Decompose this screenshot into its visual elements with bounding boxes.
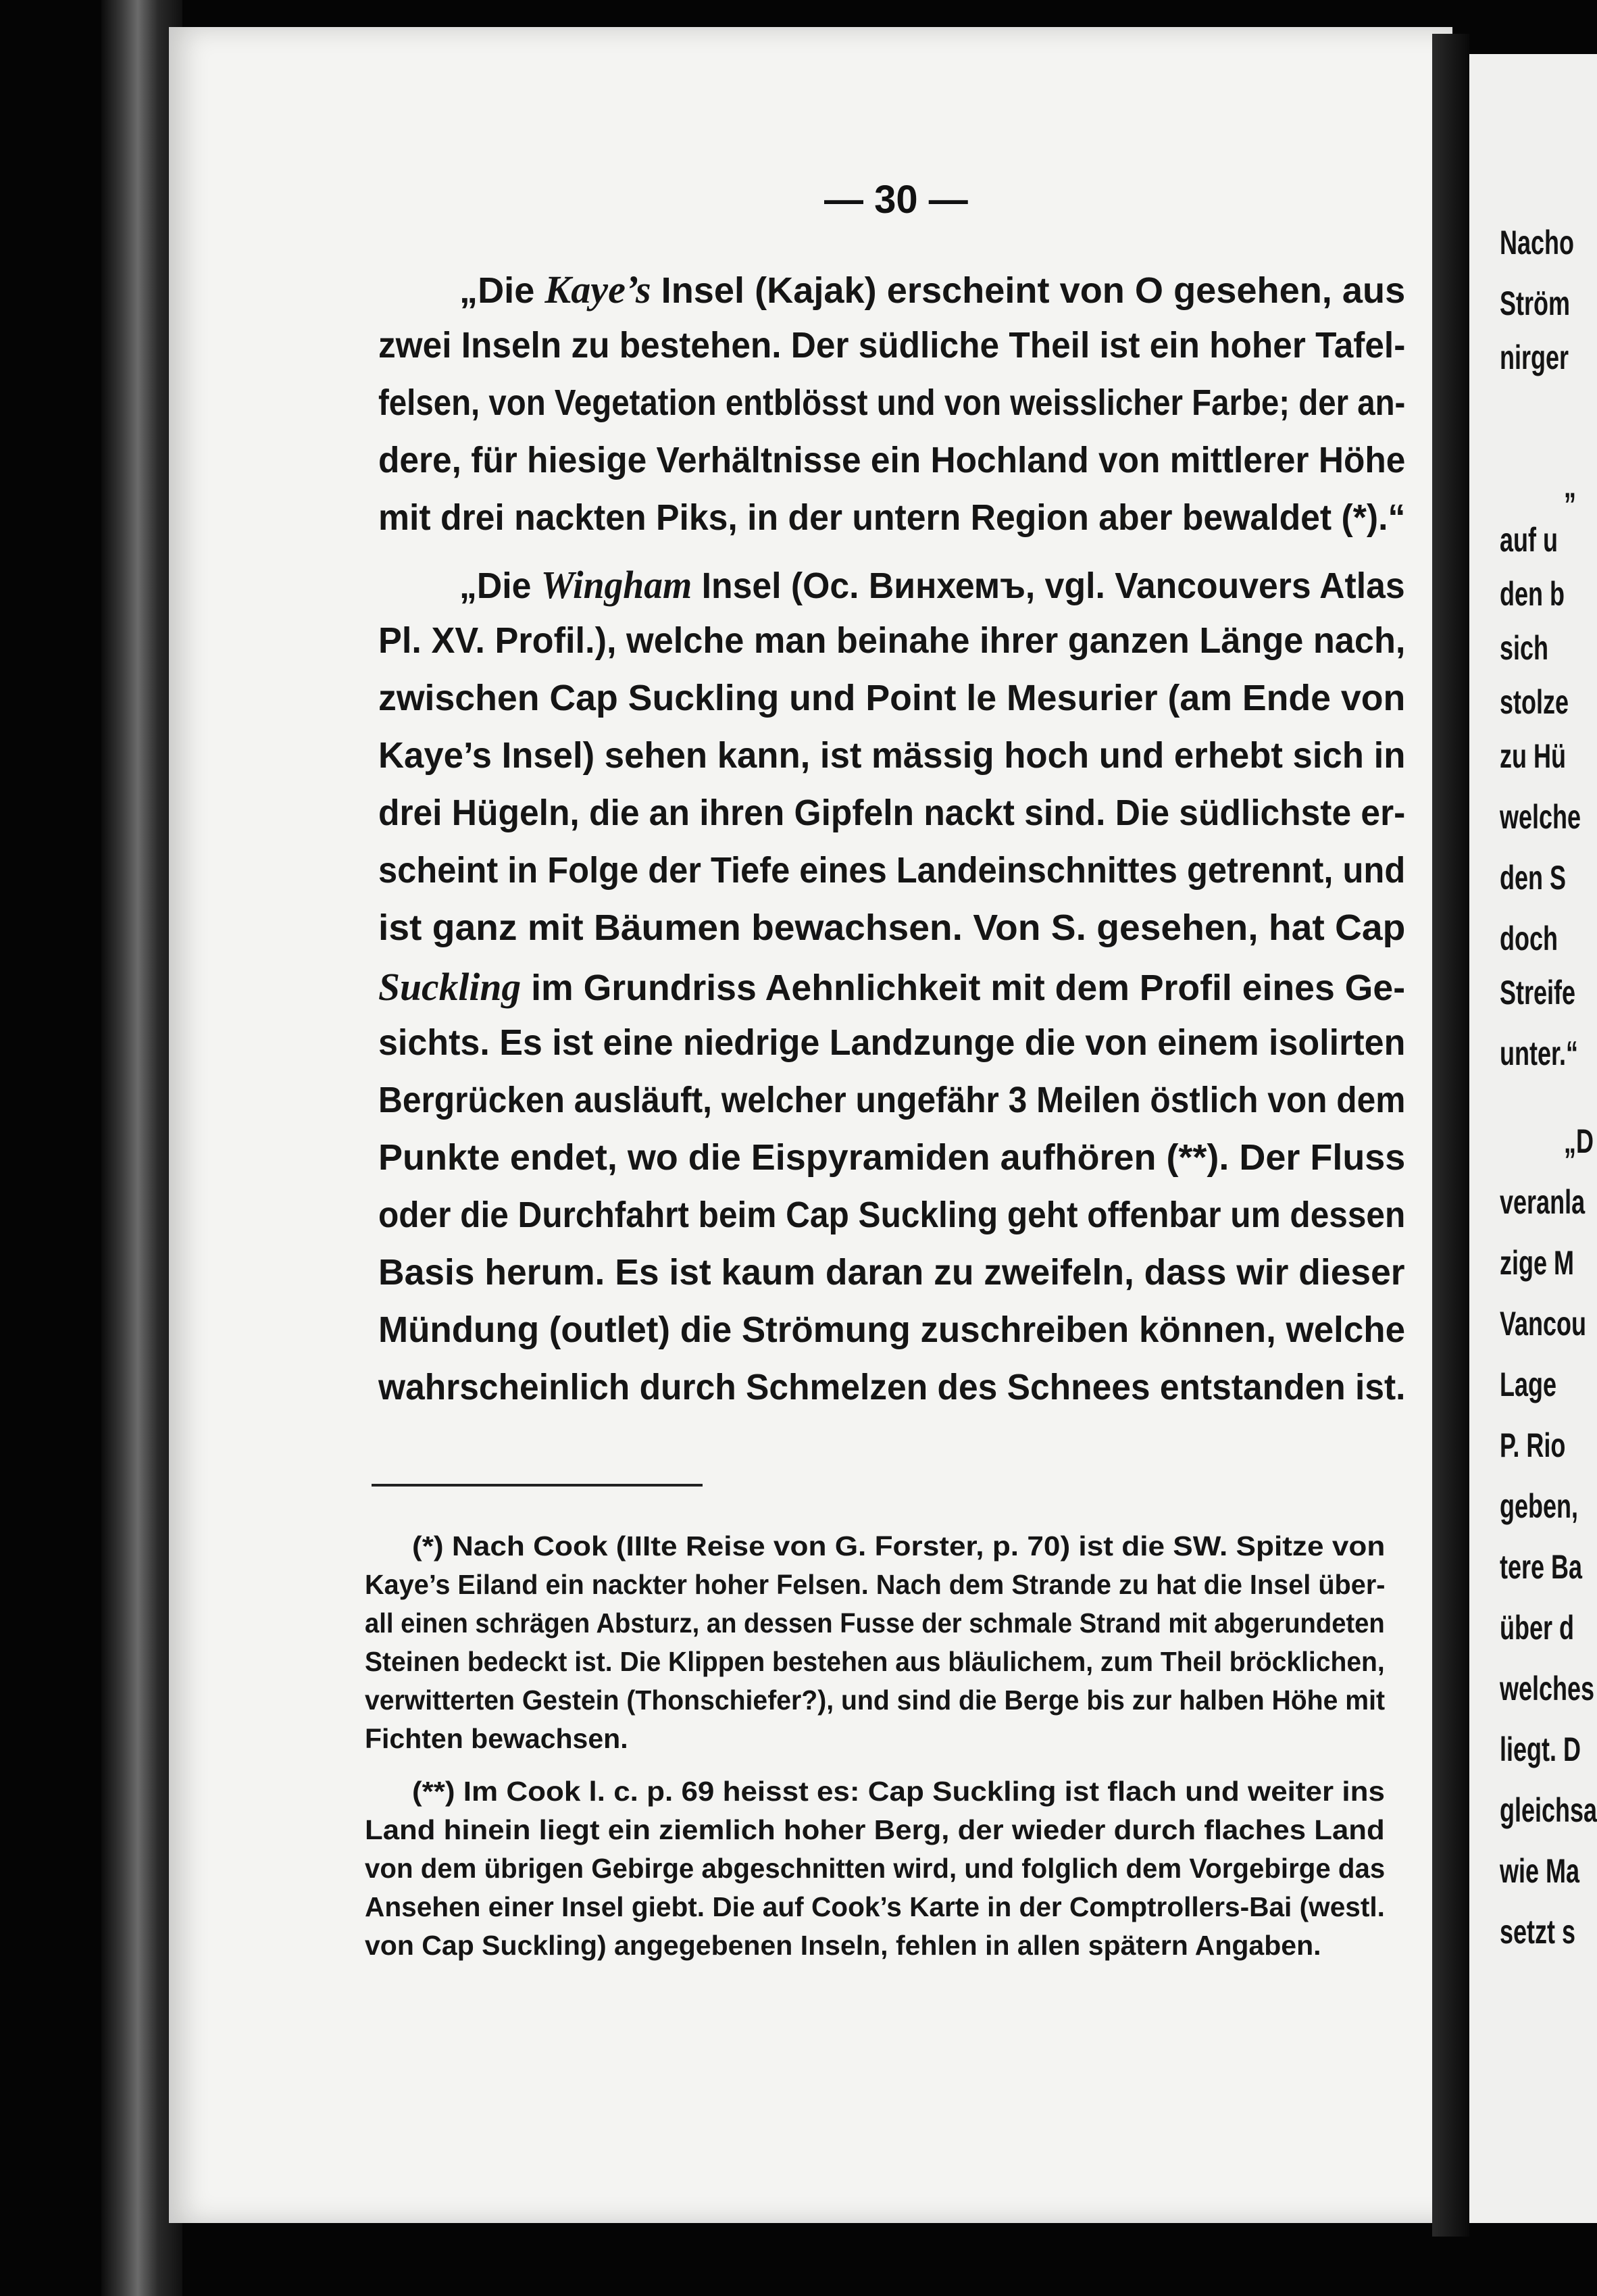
text-segment: Basis herum. Es ist kaum daran zu zweifeln, dass wir dieser [378, 1252, 1405, 1293]
facing-page-fragment: den S [1500, 859, 1567, 897]
facing-page-fragment: veranla [1500, 1183, 1586, 1221]
facing-page-fragment: welche [1500, 798, 1581, 836]
text-segment: Mündung (outlet) die Strömung zuschreiben können, welche [378, 1309, 1406, 1350]
facing-page-fragment: den b [1500, 575, 1565, 613]
text-line [378, 497, 1405, 539]
footnote-line: all einen schrägen Absturz, an dessen Fusse der schmale Strand mit abgerundeten [365, 1607, 1385, 1639]
text-segment: Insel (Kajak) erscheint von O gesehen, aus [651, 270, 1406, 311]
facing-page-fragment: zige M [1500, 1244, 1575, 1282]
facing-page-fragment: stolze [1500, 683, 1569, 721]
text-line [378, 792, 1405, 834]
text-line [378, 324, 1405, 366]
footnote-line: von dem übrigen Gebirge abgeschnitten wird, und folglich dem Vorgebirge das [365, 1853, 1386, 1884]
text-line [378, 1251, 1405, 1293]
emphasized-name: Kaye’s [544, 268, 651, 311]
text-segment: Punkte endet, wo die Eispyramiden aufhören (**). Der Fluss [378, 1137, 1406, 1178]
facing-page-fragment: sich [1500, 629, 1549, 667]
text-line [378, 620, 1405, 662]
facing-page-fragment: Ström [1500, 284, 1571, 322]
text-line [459, 267, 1405, 312]
text-segment: oder die Durchfahrt beim Cap Suckling geht offenbar um dessen [378, 1195, 1406, 1235]
text-segment: im Grundriss Aehnlichkeit mit dem Profil eines Ge- [521, 968, 1406, 1008]
text-segment: wahrscheinlich durch Schmelzen des Schnees entstanden ist. [378, 1367, 1406, 1407]
text-segment: felsen, von Vegetation entblösst und von weisslicher Farbe; der an- [378, 382, 1406, 423]
text-segment: Bergrücken ausläuft, welcher ungefähr 3 Meilen östlich von dem [378, 1080, 1406, 1120]
text-segment: Pl. XV. Profil.), welche man beinahe ihrer ganzen Länge nach, [378, 620, 1406, 661]
facing-page-fragment: auf u [1500, 521, 1558, 559]
text-line [378, 1137, 1405, 1178]
facing-page-fragment: gleichsa [1500, 1791, 1597, 1829]
page-number: — 30 — [824, 178, 968, 222]
footnote-line: verwitterten Gestein (Thonschiefer?), und sind die Berge bis zur halben Höhe mit [365, 1684, 1386, 1716]
facing-page-fragment: P. Rio [1500, 1426, 1566, 1464]
facing-page-fragment: „ [1564, 467, 1576, 505]
facing-page [1469, 54, 1597, 2223]
text-segment: „Die [459, 566, 541, 606]
facing-page-fragment: Vancou [1500, 1305, 1587, 1343]
facing-page-fragment: nirger [1500, 339, 1569, 376]
facing-page-fragment: über d [1500, 1609, 1575, 1647]
facing-page-fragment: unter.“ [1500, 1034, 1579, 1072]
facing-page-fragment: Lage [1500, 1366, 1557, 1403]
text-line [459, 562, 1405, 607]
text-line [378, 1366, 1405, 1408]
facing-page-fragment: wie Ma [1500, 1852, 1580, 1890]
text-segment: zwischen Cap Suckling und Point le Mesurier (am Ende von [378, 678, 1406, 718]
text-line [378, 1194, 1405, 1236]
facing-page-fragment: liegt. D [1500, 1730, 1581, 1768]
text-line [378, 1079, 1405, 1121]
facing-page-fragment: setzt s [1500, 1913, 1576, 1951]
footnote-line: Ansehen einer Insel giebt. Die auf Cook’s Karte in der Comptrollers-Bai (westl. [365, 1891, 1385, 1922]
text-line [378, 677, 1405, 719]
text-segment: scheint in Folge der Tiefe eines Landeinschnittes getrennt, und [378, 850, 1406, 891]
text-segment: ist ganz mit Bäumen bewachsen. Von S. gesehen, hat Cap [378, 907, 1406, 948]
emphasized-name: Suckling [378, 965, 522, 1009]
text-line [378, 849, 1405, 891]
text-line [378, 964, 1405, 1009]
text-line [378, 734, 1405, 776]
text-line [378, 907, 1405, 949]
footnote-line: Fichten bewachsen. [365, 1723, 628, 1754]
emphasized-name: Wingham [540, 563, 692, 607]
text-segment: mit drei nackten Piks, in der untern Region aber bewaldet (*).“ [378, 497, 1406, 538]
facing-page-fragment: Nacho [1500, 224, 1575, 261]
text-line [378, 1309, 1405, 1351]
footnote-line: von Cap Suckling) angegebenen Inseln, fehlen in allen spätern Angaben. [365, 1930, 1321, 1961]
text-segment: zwei Inseln zu bestehen. Der südliche Theil ist ein hoher Tafel- [378, 325, 1406, 366]
facing-page-fragment: welches [1500, 1670, 1595, 1707]
text-segment: Kaye’s Insel) sehen kann, ist mässig hoch und erhebt sich in [378, 735, 1406, 776]
text-line [378, 1022, 1405, 1064]
facing-page-fragment: geben, [1500, 1487, 1579, 1525]
facing-page-fragment: tere Ba [1500, 1548, 1583, 1586]
facing-page-fragment: „D [1564, 1122, 1594, 1160]
facing-page-fragment: doch [1500, 920, 1558, 957]
footnote-line: Kaye’s Eiland ein nackter hoher Felsen. Nach dem Strande zu hat die Insel über- [365, 1569, 1386, 1600]
text-segment: „Die [459, 270, 545, 311]
footnote-line: (*) Nach Cook (IIIte Reise von G. Forster, p. 70) ist die SW. Spitze von [412, 1530, 1386, 1562]
facing-page-fragment: zu Hü [1500, 737, 1566, 775]
text-segment: dere, für hiesige Verhältnisse ein Hochland von mittlerer Höhe [378, 440, 1406, 480]
footnote-line: (**) Im Cook l. c. p. 69 heisst es: Cap Suckling ist flach und weiter ins [412, 1776, 1385, 1807]
text-line [378, 439, 1405, 481]
text-segment: drei Hügeln, die an ihren Gipfeln nackt sind. Die südlichste er- [378, 793, 1406, 833]
text-segment: Insel (Ос. Винхемъ, vgl. Vancouvers Atlas [692, 566, 1405, 606]
text-segment: sichts. Es ist eine niedrige Landzunge die von einem isolirten [378, 1022, 1406, 1063]
text-line [378, 382, 1405, 424]
footnote-line: Steinen bedeckt ist. Die Klippen bestehen aus bläulichem, zum Theil bröcklichen, [365, 1646, 1385, 1677]
footnote-line: Land hinein liegt ein ziemlich hoher Berg, der wieder durch flaches Land [365, 1814, 1385, 1845]
facing-page-fragment: Streife [1500, 974, 1576, 1012]
footnote-rule [372, 1484, 703, 1487]
page-gutter [1432, 34, 1469, 2237]
